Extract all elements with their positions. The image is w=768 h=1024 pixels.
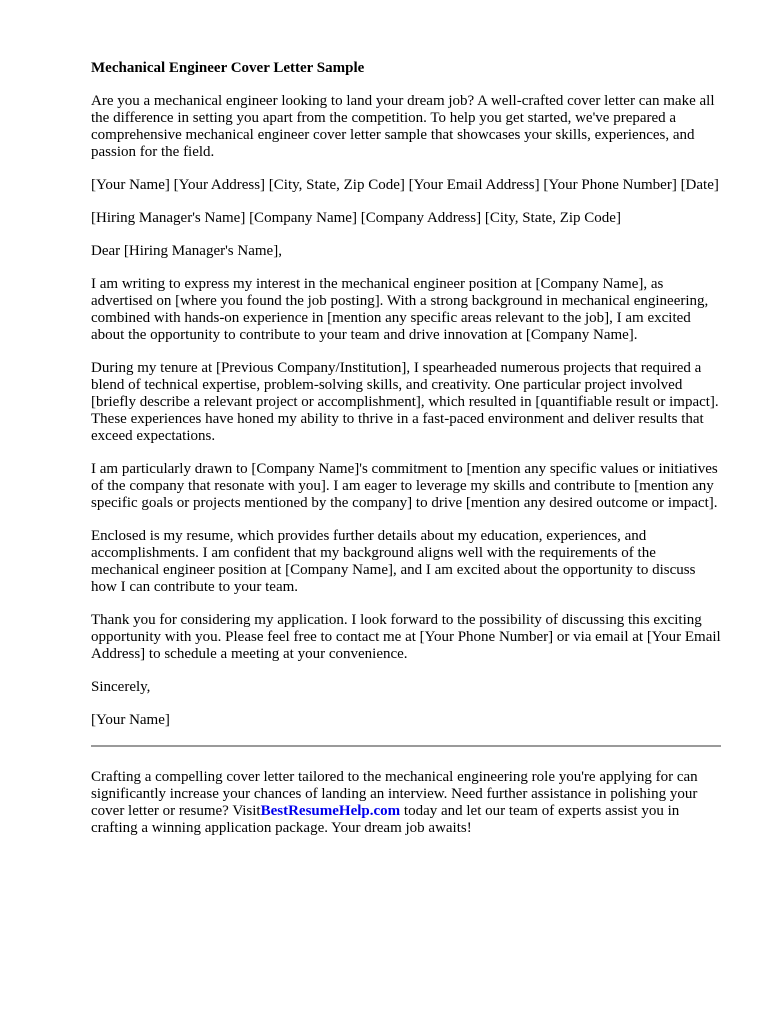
intro-paragraph: Are you a mechanical engineer looking to land your dream job? A well-crafted cover letter can make all the difference in setting you apart from the competition. To help you get started, we've prepared a comprehensive mechanical engineer cover letter sample that showcases your skills, experiences, and passion for the field.	[91, 93, 715, 160]
salutation: Dear [Hiring Manager's Name],	[91, 243, 282, 259]
signature: [Your Name]	[91, 712, 170, 728]
best-resume-help-link[interactable]: BestResumeHelp.com	[260, 803, 401, 819]
footer-text-before-link: Crafting a compelling cover letter tailored to the mechanical engineering role you're applying for can significantly increase your chances of landing an interview. Need further assistance in polishing your cover letter or resume? Visit	[91, 769, 698, 819]
page-title: Mechanical Engineer Cover Letter Sample	[91, 60, 365, 76]
recipient-block: [Hiring Manager's Name] [Company Name] [Company Address] [City, State, Zip Code]	[91, 210, 621, 226]
section-divider	[91, 745, 721, 747]
footer-paragraph	[91, 769, 723, 837]
body-paragraph-1: I am writing to express my interest in the mechanical engineer position at [Company Name], as advertised on [where you found the job posting]. With a strong background in mechanical engineering, combined with hands-on experience in [mention any specific areas relevant to the job], I am excited about the opportunity to contribute to your team and drive innovation at [Company Name].	[91, 276, 709, 343]
body-paragraph-5: Thank you for considering my application. I look forward to the possibility of discussing this exciting opportunity with you. Please feel free to contact me at [Your Phone Number] or via email at [Your Email Address] to schedule a meeting at your convenience.	[91, 612, 721, 662]
body-paragraph-3: I am particularly drawn to [Company Name]'s commitment to [mention any specific values or initiatives of the company that resonate with you]. I am eager to leverage my skills and contribute to [mention any specific goals or projects mentioned by the company] to drive [mention any desired outcome or impact].	[91, 461, 718, 511]
body-paragraph-2: During my tenure at [Previous Company/Institution], I spearheaded numerous projects that required a blend of technical expertise, problem-solving skills, and creativity. One particular project involved [briefly describe a relevant project or accomplishment], which resulted in [quantifiable result or impact]. These experiences have honed my ability to thrive in a fast-paced environment and deliver results that exceed expectations.	[91, 360, 719, 444]
closing: Sincerely,	[91, 679, 151, 695]
document-page	[91, 60, 723, 853]
body-paragraph-4: Enclosed is my resume, which provides further details about my education, experiences, and accomplishments. I am confident that my background aligns well with the requirements of the mechanical engineer position at [Company Name], and I am excited about the opportunity to discuss how I can contribute to your team.	[91, 528, 696, 595]
sender-block: [Your Name] [Your Address] [City, State, Zip Code] [Your Email Address] [Your Phone Number] [Date]	[91, 177, 719, 193]
footer-text-after-link: today and let our team of experts assist you in crafting a winning application package. Your dream job awaits!	[91, 803, 680, 836]
